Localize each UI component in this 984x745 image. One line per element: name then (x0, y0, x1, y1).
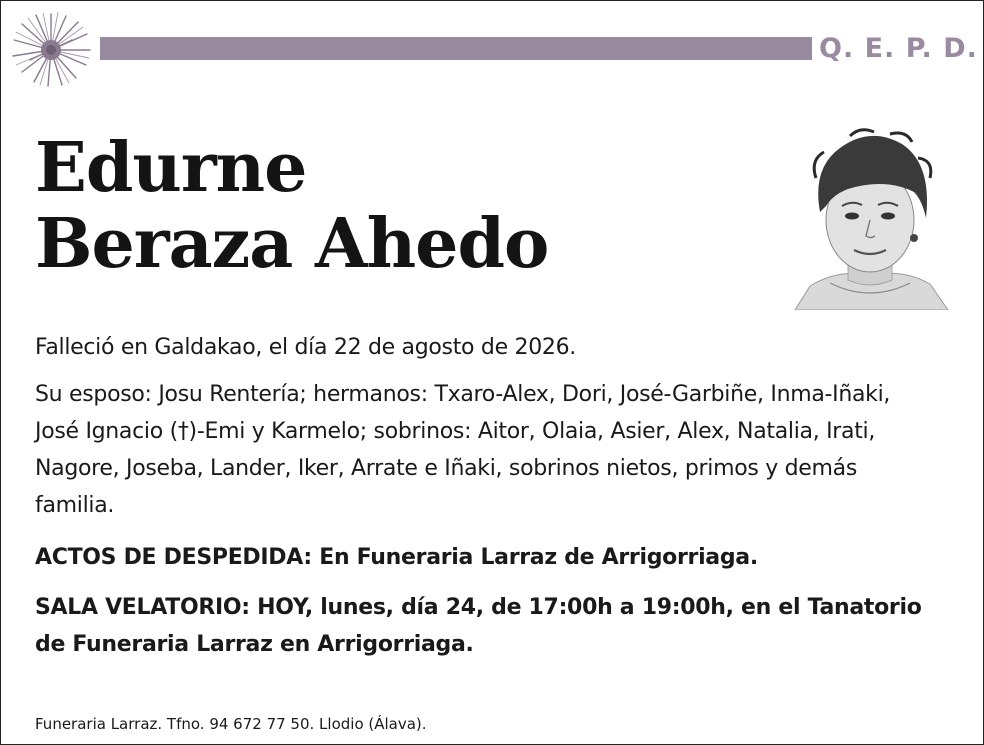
thistle-flower-icon (10, 10, 92, 88)
header-bar (100, 37, 812, 60)
family-list: Su esposo: Josu Rentería; hermanos: Txaro-Alex, Dori, José-Garbiñe, Inma-Iñaki, José Ignacio (†)-Emi y Karmelo; sobrinos: Aitor, Olaia, Asier, Alex, Natalia, Irati, Nagore, Joseba, Lander, Iker, Arrate e Iñaki, sobrinos nietos, primos y demás familia. (35, 382, 891, 518)
qepd-label: Q. E. P. D. (819, 33, 978, 64)
death-notice: Falleció en Galdakao, el día 22 de agosto de 2026. (35, 335, 576, 360)
portrait-photo (790, 108, 950, 310)
first-name: Edurne (35, 128, 307, 208)
surnames: Beraza Ahedo (35, 204, 549, 284)
wake-room: SALA VELATORIO: HOY, lunes, día 24, de 17:00h a 19:00h, en el Tanatorio de Funeraria Larraz en Arrigorriaga. (35, 595, 922, 657)
funeral-home-footer: Funeraria Larraz. Tfno. 94 672 77 50. Llodio (Álava). (35, 715, 427, 733)
farewell-acts: ACTOS DE DESPEDIDA: En Funeraria Larraz de Arrigorriaga. (35, 545, 758, 570)
deceased-name (35, 130, 548, 282)
